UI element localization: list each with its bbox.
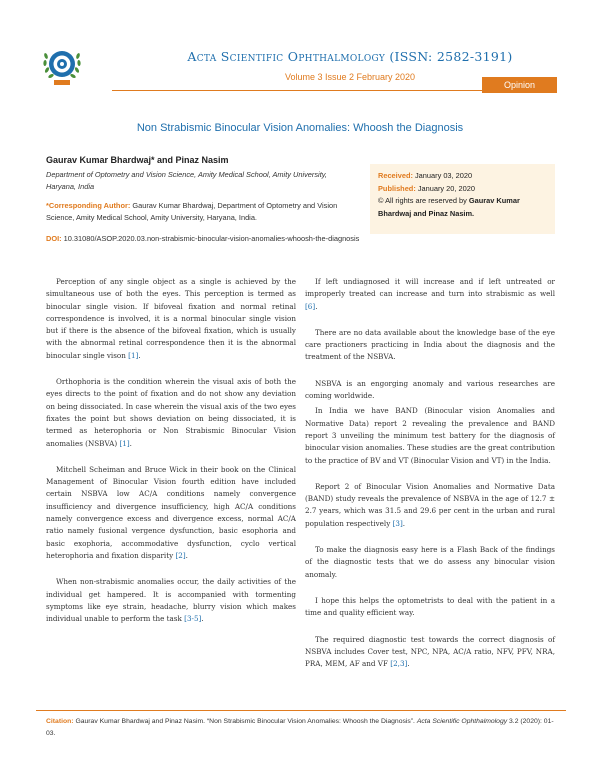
journal-title: Acta Scientific Ophthalmology (ISSN: 2582-3191) [187, 49, 513, 64]
doi-link[interactable]: 10.31080/ASOP.2020.03.non-strabismic-binocular-vision-anomalies-whoosh-the-diagnosis [61, 234, 360, 243]
citation-text: Gaurav Kumar Bhardwaj and Pinaz Nasim. “Non Strabismic Binocular Vision Anomalies: Whoosh the Diagnosis”. [73, 718, 417, 725]
paragraph-text: If left undiagnosed it will increase and if left untreated or improperly treated can increase and turn into strabismic as well [305, 277, 555, 299]
published-date: January 20, 2020 [415, 183, 475, 193]
rights-text: © All rights are reserved by [378, 196, 469, 205]
affiliation: Department of Optometry and Vision Science, Amity Medical School, Amity University, Haryana, India [46, 170, 327, 191]
body-paragraph [305, 481, 555, 530]
paragraph-end: . [402, 518, 406, 528]
laurel-wreath-logo-icon [38, 40, 86, 88]
reference-link[interactable]: [1] [119, 438, 130, 448]
paragraph-end: . [407, 659, 410, 669]
received-date: January 03, 2020 [412, 171, 473, 180]
doi [46, 233, 366, 245]
paragraph-text: NSBVA is an engorging anomaly and various researches are coming worldwide. [305, 378, 555, 401]
header-rule [112, 90, 482, 91]
issue-line: Volume 3 Issue 2 February 2020 [284, 72, 416, 82]
body-column-right [305, 276, 555, 684]
paragraph-text: When non-strabismic anomalies occur, the daily activities of the individual get hampered. It is accompanied with tormenting symptoms like eye strain, headache, blurry vision which makes individual unable to perform the task [46, 577, 296, 624]
reference-link[interactable]: [2] [175, 550, 186, 560]
paragraph-text: There are no data available about the knowledge base of the eye care practioners practicing in India about the diagnosis and the treatment of the NSBVA. [305, 327, 555, 362]
body-paragraph [305, 378, 555, 403]
paragraph-end: . [201, 614, 204, 624]
body-paragraph [305, 327, 555, 364]
body-paragraph [305, 595, 555, 620]
citation [46, 716, 556, 740]
paragraph-end: . [185, 550, 188, 560]
paragraph-end: . [138, 350, 141, 360]
corresponding-label: *Corresponding Author: [46, 201, 131, 210]
paragraph-text: The required diagnostic test towards the correct diagnosis of NSBVA includes Cover test, NPC, NPA, AC/A ratio, NFV, PFV, NRA, PRA, MEM, AF and VF [305, 634, 555, 669]
paragraph-end: . [315, 301, 318, 311]
body-column-left [46, 276, 296, 639]
body-paragraph [305, 276, 555, 313]
reference-link[interactable]: [3] [392, 518, 403, 528]
reference-link[interactable]: [2,3] [390, 659, 408, 669]
published-label: Published: [378, 183, 416, 193]
body-paragraph [305, 544, 555, 581]
paragraph-text: Report 2 of Binocular Vision Anomalies and Normative Data (BAND) study reveals the prevalence of NSBVA in the age of 12.7 ± 2.7 years, which was 31.5 and 29.6 per cent in the urban and rural population respectively [305, 481, 555, 528]
body-paragraph [46, 576, 296, 625]
date-box [370, 164, 555, 234]
article-title: Non Strabismic Binocular Vision Anomalies: Whoosh the Diagnosis [136, 122, 464, 134]
reference-link[interactable]: [1] [128, 350, 139, 360]
paragraph-text: Perception of any single object as a single is achieved by the simultaneous use of both the eyes. This perception is termed as binocular single vision. If bifoveal fixation and normal retinal correspondence is involved, it is a normal binocular single vision but if there is the absence of the bifoveal fixation, which is usually with the abnormal retinal correspondence then it is the abnormal binocular single vison [46, 277, 296, 360]
page-header [0, 0, 600, 105]
paragraph-text: I hope this helps the optometrists to deal with the patient in a time and quality efficient way. [305, 595, 555, 618]
article-type-badge: Opinion [482, 77, 557, 93]
body-paragraph [46, 464, 296, 562]
paragraph-text: Orthophoria is the condition wherein the visual axis of both the eyes directs to the point of fixation and do not show any deviation on being dissociated. In case wherein the visual axis of the two eyes fixates the point but shows deviation on being dissociated, it is termed as heterophoria or Non Strabismic Binocular Vision anomalies (NSBVA) [46, 377, 296, 448]
paragraph-text: In India we have BAND (Binocular vision Anomalies and Normative Data) report 2 revealing the prevalence and BAND report 3 unveiling the minimum test battery for the diagnosis of binocular vision anomalies. These studies are the great contribution to the practice of BV and VT (Binocular Vision and VT) in the India. [305, 406, 555, 465]
body-paragraph [46, 276, 296, 362]
paragraph-end: . [129, 438, 132, 448]
reference-link[interactable]: [3-5] [184, 614, 202, 624]
citation-journal: Acta Scientific Ophthalmology [416, 718, 508, 725]
received-label: Received: [378, 171, 413, 180]
rights-holders: Gaurav Kumar Bhardwaj and Pinaz Nasim. [378, 196, 520, 218]
body-paragraph [46, 376, 296, 450]
doi-label: DOI: [46, 234, 62, 243]
body-paragraph [305, 405, 555, 466]
paragraph-text: Mitchell Scheiman and Bruce Wick in their book on the Clinical Management of Binocular Vision fourth edition have included certain NSBVA low AC/A conditions namely convergence insufficiency and divergence insufficiency, high AC/A conditions namely convergence excess and divergence excess, normal AC/A ratio namely fusional vergence dysfunction, basic esophoria and basic exophoria, accommodative dysfunction, cyclo vertical heterophoria and fixation disparity [46, 464, 296, 560]
paragraph-text: To make the diagnosis easy here is a Flash Back of the findings of the diagnostic tests that we do assess any binocular vision anomaly. [305, 545, 555, 579]
body-paragraph [305, 634, 555, 671]
reference-link[interactable]: [6] [305, 301, 316, 311]
footer-rule [36, 710, 566, 711]
authors: Gaurav Kumar Bhardwaj* and Pinaz Nasim [46, 155, 229, 165]
corresponding-author [46, 200, 346, 224]
corresponding-text: Gaurav Kumar Bhardwaj, Department of Optometry and Vision Science, Amity Medical School, Amity University, Haryana, India. [46, 201, 338, 222]
citation-tail: 3.2 (2020): 01-03. [46, 718, 554, 737]
citation-label: Citation: [46, 718, 74, 725]
